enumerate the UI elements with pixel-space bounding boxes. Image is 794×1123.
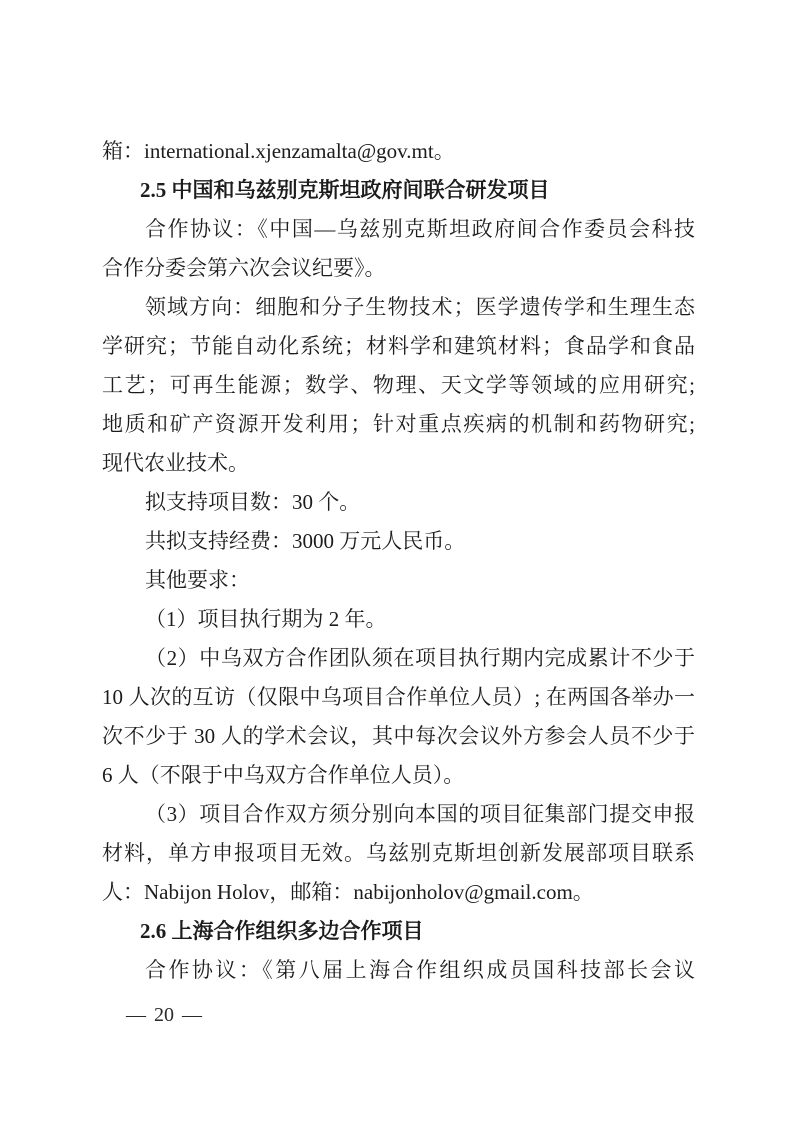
email-continuation-line: 箱：international.xjenzamalta@gov.mt。 [102,139,455,163]
project-count-line: 拟支持项目数：30 个。 [145,490,361,514]
requirement-2-line-3: 次不少于 30 人的学术会议，其中每次会议外方参会人员不少于 [102,724,695,748]
requirement-3-line-1: （3）项目合作双方须分别向本国的项目征集部门提交申报 [145,802,695,826]
requirement-2-line-2: 10 人次的互访（仅限中乌项目合作单位人员）; 在两国各举办一 [102,685,695,709]
requirement-3-line-2: 材料，单方申报项目无效。乌兹别克斯坦创新发展部项目联系 [102,841,695,865]
other-requirements-label: 其他要求： [145,568,250,592]
fields-paragraph-line-3: 工艺；可再生能源；数学、物理、天文学等领域的应用研究; [102,373,695,397]
footer-left-dash: — [126,1004,146,1026]
section-2-6-heading: 2.6 上海合作组织多边合作项目 [140,919,424,943]
requirement-1-line: （1）项目执行期为 2 年。 [145,607,387,631]
cooperation-agreement-line-1: 合作协议：《中国—乌兹别克斯坦政府间合作委员会科技 [145,217,695,241]
page-number: 20 [154,1004,174,1026]
requirement-2-line-4: 6 人（不限于中乌双方合作单位人员）。 [102,763,465,787]
requirement-2-line-1: （2）中乌双方合作团队须在项目执行期内完成累计不少于 [145,646,695,670]
fields-paragraph-line-5: 现代农业技术。 [102,451,249,475]
fields-paragraph-line-2: 学研究；节能自动化系统；材料学和建筑材料；食品学和食品 [102,334,695,358]
fields-paragraph-line-4: 地质和矿产资源开发利用；针对重点疾病的机制和药物研究; [102,412,695,436]
footer-right-dash: — [182,1004,202,1026]
page-number-footer [122,1002,206,1028]
section-2-5-heading: 2.5 中国和乌兹别克斯坦政府间联合研发项目 [140,178,550,202]
sco-cooperation-agreement-line: 合作协议：《第八届上海合作组织成员国科技部长会议 [145,958,695,982]
cooperation-agreement-line-2: 合作分委会第六次会议纪要》。 [102,256,386,280]
document-content [102,132,695,990]
fields-paragraph-line-1: 领域方向：细胞和分子生物技术；医学遗传学和生理生态 [145,295,695,319]
requirement-3-contact-line: 人：Nabijon Holov，邮箱：nabijonholov@gmail.com。 [102,880,594,904]
funding-amount-line: 共拟支持经费：3000 万元人民币。 [145,529,466,553]
